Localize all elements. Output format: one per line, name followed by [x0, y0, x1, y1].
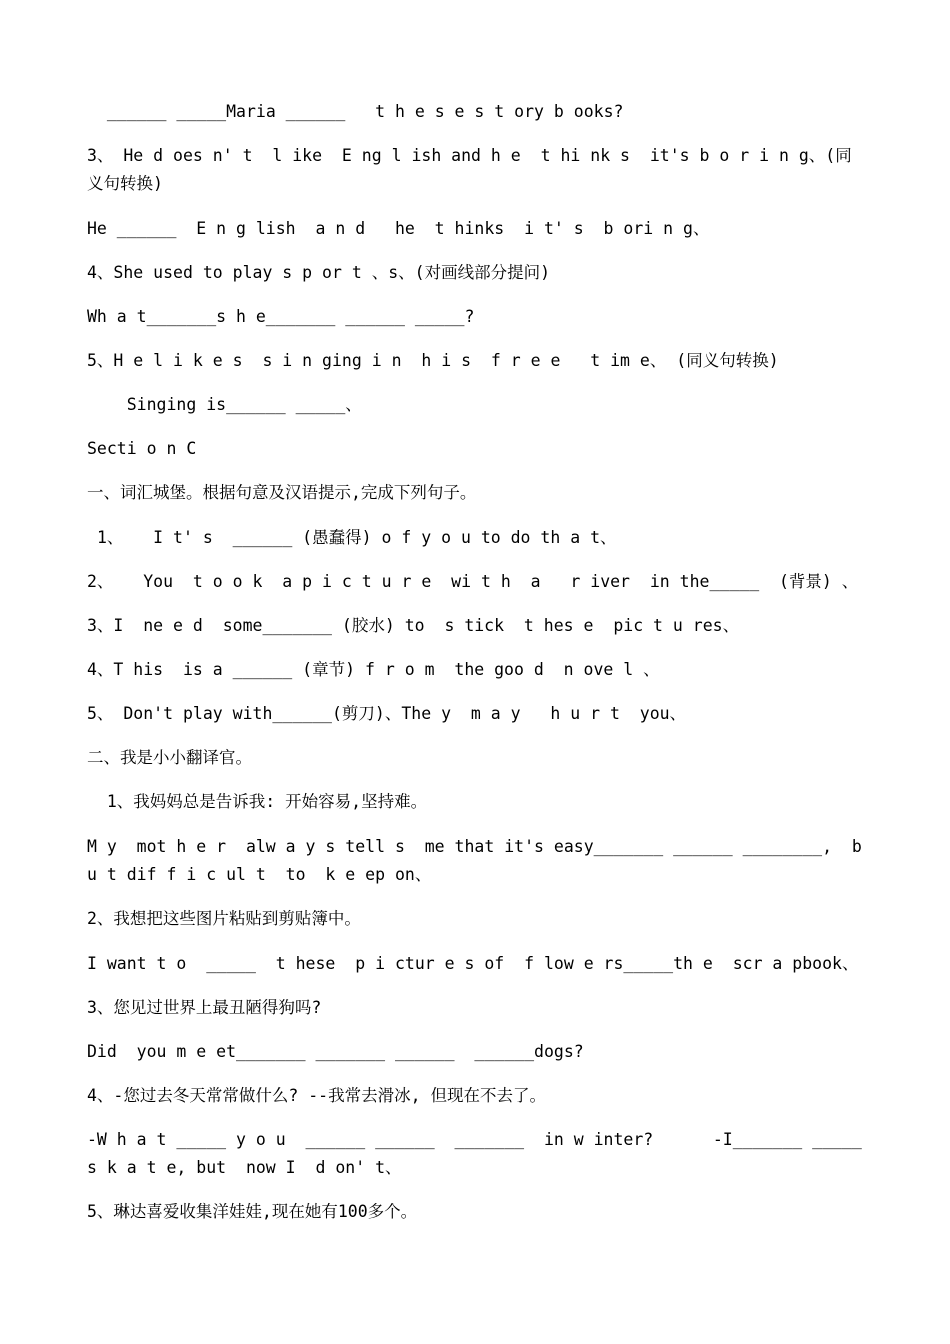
vocab-question-4: 4、T his is a ______ (章节) f r o m the goo d n ove l 、 [87, 660, 660, 679]
translate-question-5-prompt: 5、琳达喜爱收集洋娃娃,现在她有100多个。 [87, 1202, 418, 1221]
question-5-prompt: 5、H e l i k e s s i n ging i n h i s f r e e t im e、 (同义句转换) [87, 351, 779, 370]
translate-question-4-answer: -W h a t _____ y o u ______ ______ _______ in w inter? -I_______ _____s k a t e, but now I d on' t、 [87, 1130, 862, 1177]
question-3-prompt: 3、 He d oes n' t l ike E ng l ish and h e t hi nk s it's b o r i n g、(同义句转换) [87, 146, 852, 193]
question-2-answer-blanks: ______ _____Maria ______ t h e s e s t ory b ooks? [87, 102, 624, 121]
translate-question-3-prompt: 3、您见过世界上最丑陋得狗吗? [87, 998, 322, 1017]
question-5-answer: Singing is______ _____、 [87, 395, 362, 414]
translate-question-3-answer: Did you m e et_______ _______ ______ ______dogs? [87, 1042, 584, 1061]
question-3-answer: He ______ E n g lish a n d he t hinks i t' s b ori n g、 [87, 219, 710, 238]
question-4-prompt: 4、She used to play s p or t 、s、(对画线部分提问) [87, 263, 551, 282]
translate-question-2-prompt: 2、我想把这些图片粘贴到剪贴簿中。 [87, 909, 361, 928]
part-2-heading: 二、我是小小翻译官。 [87, 748, 252, 767]
translate-question-4-prompt: 4、-您过去冬天常常做什么? --我常去滑冰, 但现在不去了。 [87, 1086, 546, 1105]
question-4-answer: Wh a t_______s h e_______ ______ _____? [87, 307, 475, 326]
translate-question-1-prompt: 1、我妈妈总是告诉我: 开始容易,坚持难。 [87, 792, 428, 811]
vocab-question-2: 2、 You t o o k a p i c t u r e wi t h a r iver in the_____ (背景) 、 [87, 572, 859, 591]
section-heading: Secti o n C [87, 439, 197, 458]
vocab-question-1: 1、 I t' s ______ (愚蠢得) o f y o u to do th a t、 [87, 528, 617, 547]
vocab-question-5: 5、 Don't play with______(剪刀)、The y m a y h u r t you、 [87, 704, 687, 723]
part-1-heading: 一、词汇城堡。根据句意及汉语提示,完成下列句子。 [87, 483, 477, 502]
vocab-question-3: 3、I ne e d some_______ (胶水) to s tick t hes e pic t u res、 [87, 616, 740, 635]
translate-question-2-answer: I want t o _____ t hese p i ctur e s of f low e rs_____th e scr a pbook、 [87, 954, 859, 973]
translate-question-1-answer: M y mot h e r alw a y s tell s me that it's easy_______ ______ ________, b u t dif f i c ul t to k e ep on、 [87, 837, 872, 884]
